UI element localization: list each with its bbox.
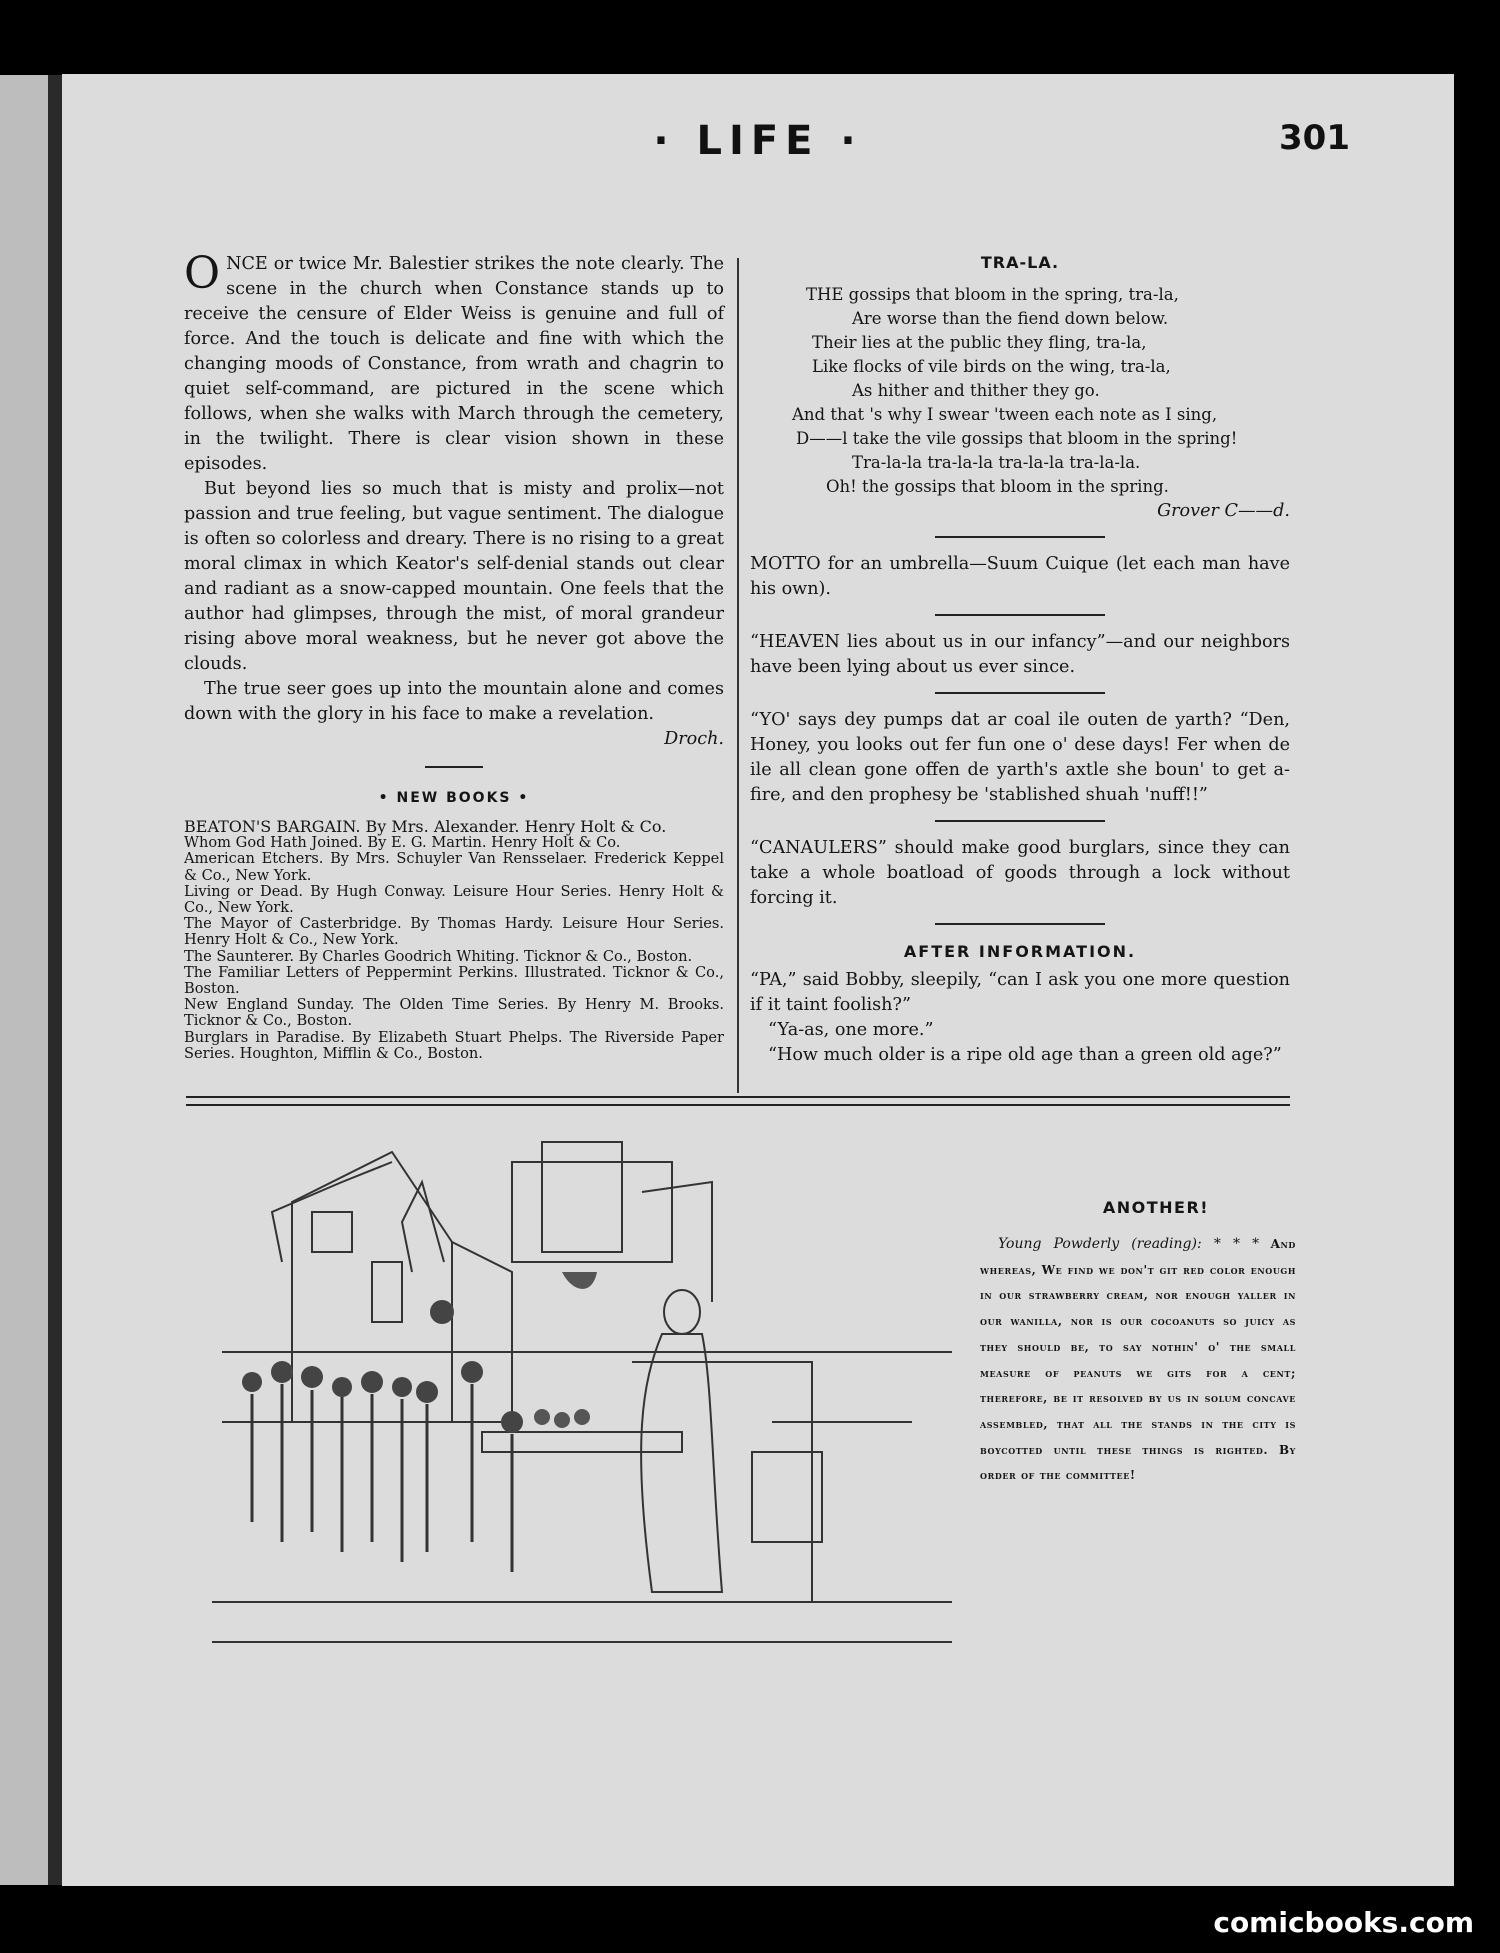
after-information-line: “PA,” said Bobby, sleepily, “can I ask you one more question if it taint foolish?” (750, 970, 1290, 1015)
section-rule (186, 1096, 1290, 1106)
caption-lead: Young Powderly (reading): * * * (998, 1236, 1260, 1252)
book-entry: American Etchers. By Mrs. Schuyler Van Rensselaer. Frederick Keppel & Co., New York. (184, 850, 724, 884)
street-vendor-illustration (212, 1122, 958, 1682)
book-entry: The Mayor of Casterbridge. By Thomas Hardy. Leisure Hour Series. Henry Holt & Co., New York. (184, 915, 724, 949)
divider (935, 923, 1105, 925)
divider (935, 692, 1105, 694)
poem-line: Are worse than the fiend down below. (852, 309, 1169, 328)
review-signature: Droch. (664, 729, 724, 749)
divider (935, 820, 1105, 822)
caption (980, 1232, 1296, 1489)
page-number: 301 (1279, 118, 1350, 158)
after-information-heading: AFTER INFORMATION. (903, 942, 1137, 961)
right-column (750, 250, 1290, 1068)
poem-line: Tra-la-la tra-la-la tra-la-la tra-la-la. (852, 453, 1141, 472)
book-entry: BEATON'S BARGAIN. By Mrs. Alexander. Henry Holt & Co. (184, 817, 667, 836)
yo-paragraph: “YO' says dey pumps dat ar coal ile outen de yarth? “Den, Honey, you looks out fer fun one o' dese days! Fer when de ile all clean gone offen de yarth's axtle she boun' to get a-fire, and den prophesy be 'stablished shuah 'nuff!!” (750, 710, 1290, 805)
book-entry: Burglars in Paradise. By Elizabeth Stuart Phelps. The Riverside Paper Series. Houghton, Mifflin & Co., Boston. (184, 1028, 724, 1062)
poem-line: And that 's why I swear 'tween each note as I sing, (792, 405, 1218, 424)
canaulers-paragraph: “CANAULERS” should make good burglars, since they can take a whole boatload of goods through a lock without forcing it. (750, 838, 1290, 908)
poem-title: TRA-LA. (980, 253, 1060, 272)
motto-paragraph: MOTTO for an umbrella—Suum Cuique (let each man have his own). (750, 554, 1290, 599)
after-information-line: “Ya-as, one more.” (768, 1020, 934, 1040)
masthead: · LIFE · (653, 118, 863, 164)
book-entry: The Saunterer. By Charles Goodrich Whiting. Ticknor & Co., Boston. (184, 947, 693, 965)
book-entry: New England Sunday. The Olden Time Series. By Henry M. Brooks. Ticknor & Co., Boston. (184, 996, 724, 1030)
poem-line: Like flocks of vile birds on the wing, tra-la, (812, 357, 1171, 376)
binding-gutter (48, 75, 62, 1885)
poem-line: THE gossips that bloom in the spring, tra-la, (806, 285, 1179, 304)
watermark: comicbooks.com (1213, 1906, 1474, 1939)
drop-cap: O (184, 248, 221, 299)
caption-body: And whereas, We find we don't git red color enough in our strawberry cream, nor enough yaller in our wanilla, nor is our cocoanuts so juicy as they should be, to say nothin' o' the small measure of peanuts we gits for a cent; therefore, be it resolved by us in solum concave assembled, that all the stands in the city is boycotted until these things is righted. By order of the committee! (980, 1237, 1296, 1483)
facing-page-edge (0, 75, 48, 1885)
caption-title: ANOTHER! (1102, 1198, 1210, 1217)
divider (425, 766, 483, 768)
book-entry: Whom God Hath Joined. By E. G. Martin. Henry Holt & Co. (184, 834, 621, 852)
column-divider (737, 258, 739, 1093)
review-paragraph-1: ONCE or twice Mr. Balestier strikes the note clearly. The scene in the church when Constance stands up to receive the censure of Elder Weiss is genuine and full of force. And the touch is delicate and fine with which the changing moods of Constance, from wrath and chagrin to quiet self-command, are pictured in the scene which follows, when she walks with March through the cemetery, in the twilight. There is clear vision shown in these episodes. (184, 248, 724, 474)
book-entry: The Familiar Letters of Peppermint Perkins. Illustrated. Ticknor & Co., Boston. (184, 963, 724, 998)
poem (792, 283, 1290, 499)
review-paragraph-3: The true seer goes up into the mountain alone and comes down with the glory in his face to make a revelation. (184, 679, 724, 724)
heaven-paragraph: “HEAVEN lies about us in our infancy”—and our neighbors have been lying about us ever since. (750, 632, 1290, 677)
after-information-line: “How much older is a ripe old age than a green old age?” (768, 1045, 1282, 1065)
left-column (184, 248, 724, 1062)
divider (935, 614, 1105, 616)
book-entry: Living or Dead. By Hugh Conway. Leisure Hour Series. Henry Holt & Co., New York. (184, 882, 724, 917)
poem-line: Oh! the gossips that bloom in the spring. (826, 477, 1169, 496)
poem-line: As hither and thither they go. (852, 381, 1100, 400)
new-books-list (184, 819, 724, 1062)
new-books-heading: • NEW BOOKS • (378, 790, 530, 806)
poem-line: Their lies at the public they fling, tra-la, (812, 333, 1147, 352)
divider (935, 536, 1105, 538)
poem-signature: Grover C——d. (1157, 501, 1290, 521)
poem-line: D——l take the vile gossips that bloom in the spring! (796, 429, 1238, 448)
review-paragraph-2: But beyond lies so much that is misty and prolix—not passion and true feeling, but vague sentiment. The dialogue is often so colorless and dreary. There is no rising to a great moral climax in which Keator's self-denial stands out clear and radiant as a snow-capped mountain. One feels that the author had glimpses, through the mist, of moral grandeur rising above moral weakness, but he never got above the clouds. (184, 479, 724, 674)
